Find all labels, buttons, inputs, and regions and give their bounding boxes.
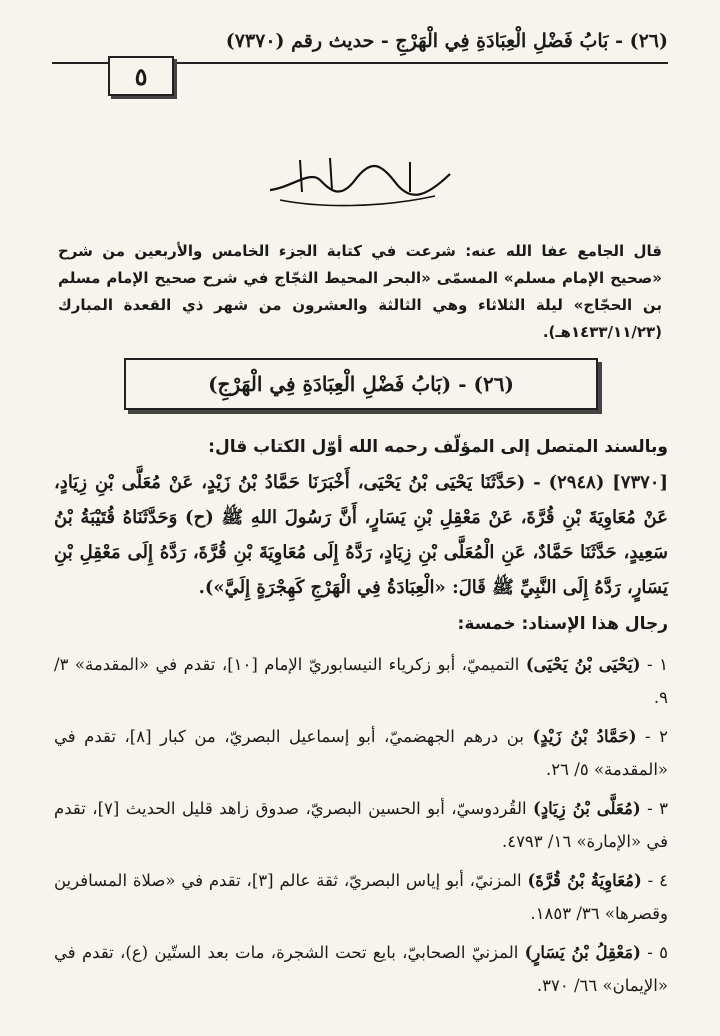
narrator-description: المزنيّ الصحابيّ، بايع تحت الشجرة، مات بعد الستّين (ع)، تقدم في «الإيمان» ٦٦/ ٣٧٠. <box>54 943 668 995</box>
narrator-name: (يَحْيَى بْنُ يَحْيَى) <box>525 655 641 674</box>
narrator-description: المزنيّ، أبو إياس البصريّ، ثقة عالم [٣]، تقدم في «صلاة المسافرين وقصرها» ٣٦/ ١٨٥٣. <box>54 871 668 923</box>
hadith-text: [٧٣٧٠] (٢٩٤٨) - (حَدَّثَنَا يَحْيَى بْنُ يَحْيَى، أَخْبَرَنَا حَمَّادُ بْنُ زَيْدٍ، عَنْ مُعَلَّى بْنِ زِيَادٍ، عَنْ مُعَاوِيَةَ بْنِ قُرَّةَ، عَنْ مَعْقِلِ بْنِ يَسَارٍ، أَنَّ رَسُولَ اللهِ ﷺ (ح) وَحَدَّثَنَاهُ قُتَيْبَةُ بْنُ سَعِيدٍ، حَدَّثَنَا حَمَّادٌ، عَنِ الْمُعَلَّى بْنِ زِيَادٍ، رَدَّهُ إِلَى مُعَاوِيَةَ بْنِ قُرَّةَ، رَدَّهُ إِلَى مَعْقِلِ بْنِ يَسَارٍ، رَدَّهُ إِلَى النَّبِيِّ ﷺ قَالَ: «الْعِبَادَةُ فِي الْهَرْجِ كَهِجْرَةٍ إِلَيَّ»). <box>54 472 668 598</box>
narrator-description: القُردوسيّ، أبو الحسين البصريّ، صدوق زاهد قليل الحديث [٧]، تقدم في «الإمارة» ١٦/ ٤٧٩٣. <box>54 799 668 851</box>
narrator-item <box>54 864 668 930</box>
narrator-item <box>54 720 668 786</box>
narrator-description: بن درهم الجهضميّ، أبو إسماعيل البصريّ، من كبار [٨]، تقدم في «المقدمة» ٥/ ٢٦. <box>54 727 668 779</box>
narrator-number: ٥ - <box>640 943 668 962</box>
narrator-description: التميميّ، أبو زكرياء النيسابوريّ الإمام [١٠]، تقدم في «المقدمة» ٣/ ٩. <box>54 655 668 707</box>
narrator-number: ١ - <box>640 655 668 674</box>
narrator-name: (مَعْقِلُ بْنُ يَسَارٍ) <box>524 943 641 962</box>
narrator-number: ٤ - <box>641 871 668 890</box>
narrator-number: ٢ - <box>636 727 668 746</box>
narrator-number: ٣ - <box>640 799 668 818</box>
hadith-section <box>54 430 668 1002</box>
narrator-item <box>54 648 668 714</box>
narrators-heading: رجال هذا الإسناد: خمسة: <box>457 614 668 634</box>
chapter-title: (٢٦) - (بَابُ فَضْلِ الْعِبَادَةِ فِي الْهَرْجِ) <box>208 372 514 396</box>
narrator-item <box>54 936 668 1002</box>
page-number: ٥ <box>108 56 174 96</box>
narrator-name: (مُعَلَّى بْنُ زِيَادٍ) <box>533 799 641 818</box>
narrator-item <box>54 792 668 858</box>
narrator-name: (مُعَاوِيَةُ بْنُ قُرَّةَ) <box>527 871 642 890</box>
chapter-title-box <box>124 358 598 410</box>
running-header-title: (٢٦) - بَابُ فَضْلِ الْعِبَادَةِ فِي الْهَرْجِ - حديث رقم (٧٣٧٠) <box>225 30 668 52</box>
intro-text: قال الجامع عفا الله عنه: شرعت في كتابة الجزء الخامس والأربعين من شرح «صحيح الإمام مسلم» المسمّى «البحر المحيط الثجّاج في شرح صحيح الإمام مسلم بن الحجّاج» ليلة الثلاثاء وهي الثالثة والعشرون من شهر ذي القعدة المبارك (١٤٣٣/١١/٢٣هـ). <box>58 242 662 341</box>
sanad-line: وبالسند المتصل إلى المؤلّف رحمه الله أوّل الكتاب قال: <box>208 437 668 457</box>
narrator-name: (حَمَّادُ بْنُ زَيْدٍ) <box>532 727 637 746</box>
intro-paragraph <box>58 238 662 346</box>
basmala-calligraphy <box>260 150 460 210</box>
